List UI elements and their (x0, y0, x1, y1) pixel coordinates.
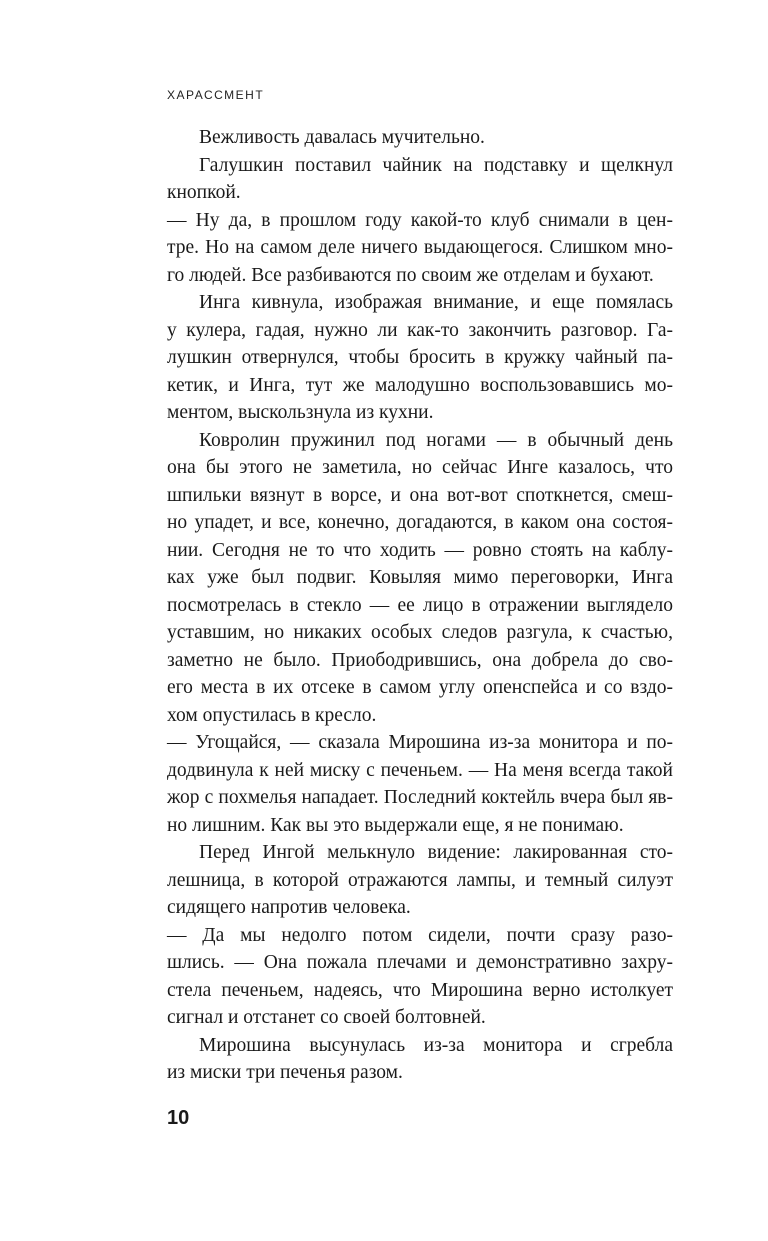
text-line: Ковролин пружинил под ногами — в обычный день (199, 429, 673, 451)
text-line: шпильки вязнут в ворсе, и она вот-вот споткнется, смеш- (167, 484, 673, 506)
text-line: Галушкин поставил чайник на подставку и щелкнул (199, 154, 673, 176)
text-line: тре. Но на самом деле ничего выдающегося. Слишком мно- (167, 237, 673, 258)
text-line: сигнал и отстанет со своей болтовней. (167, 1007, 486, 1028)
text-line: го людей. Все разбиваются по своим же отделам и бухают. (167, 264, 654, 286)
text-line: Мирошина высунулась из-за монитора и сгребла (199, 1034, 673, 1056)
text-line: — Да мы недолго потом сидели, почти сразу разо- (167, 924, 673, 946)
text-line: Инга кивнула, изображая внимание, и еще помялась (199, 292, 673, 313)
text-line: кетик, и Инга, тут же малодушно воспользовавшись мо- (167, 374, 673, 396)
text-line: она бы этого не заметила, но сейчас Инге казалось, что (167, 457, 673, 478)
text-line: лешница, в которой отражаются лампы, и темный силуэт (167, 869, 673, 891)
text-line: кнопкой. (167, 182, 241, 203)
text-line: додвинула к ней миску с печеньем. — На меня всегда такой (167, 759, 673, 781)
text-line: но упадет, и все, конечно, догадаются, в каком она состоя- (167, 512, 673, 533)
running-header: ХАРАССМЕНТ (167, 88, 265, 102)
body-text (167, 124, 673, 1087)
text-line: Перед Ингой мелькнуло видение: лакированная сто- (199, 842, 673, 863)
text-line: — Ну да, в прошлом году какой-то клуб снимали в цен- (167, 209, 673, 231)
text-line: ках уже был подвиг. Ковыляя мимо переговорки, Инга (167, 567, 673, 588)
text-line: жор с похмелья нападает. Последний коктейль вчера был яв- (167, 787, 673, 808)
text-line: шлись. — Она пожала плечами и демонстративно захру- (167, 952, 673, 973)
text-line: уставшим, но никаких особых следов разгула, к счастью, (167, 622, 673, 643)
text-line: у кулера, гадая, нужно ли как-то закончить разговор. Га- (167, 319, 673, 341)
text-line: лушкин отвернулся, чтобы бросить в кружку чайный па- (167, 347, 673, 368)
page-number: 10 (167, 1107, 190, 1129)
text-line: заметно не было. Приободрившись, она добрела до сво- (167, 649, 673, 671)
text-line: ментом, выскользнула из кухни. (167, 402, 434, 423)
text-line: нии. Сегодня не то что ходить — ровно стоять на каблу- (167, 539, 673, 561)
text-line: его места в их отсеке в самом углу опенспейса и со вздо- (167, 677, 673, 698)
text-line: хом опустилась в кресло. (167, 704, 377, 726)
text-line: но лишним. Как вы это выдержали еще, я не понимаю. (167, 814, 624, 836)
text-line: сидящего напротив человека. (167, 897, 411, 918)
text-line: из миски три печенья разом. (167, 1062, 403, 1083)
text-line: Вежливость давалась мучительно. (199, 127, 485, 148)
text-line: посмотрелась в стекло — ее лицо в отражении выглядело (167, 594, 673, 616)
text-line: стела печеньем, надеясь, что Мирошина верно истолкует (167, 979, 673, 1001)
text-line: — Угощайся, — сказала Мирошина из-за монитора и по- (167, 732, 673, 753)
